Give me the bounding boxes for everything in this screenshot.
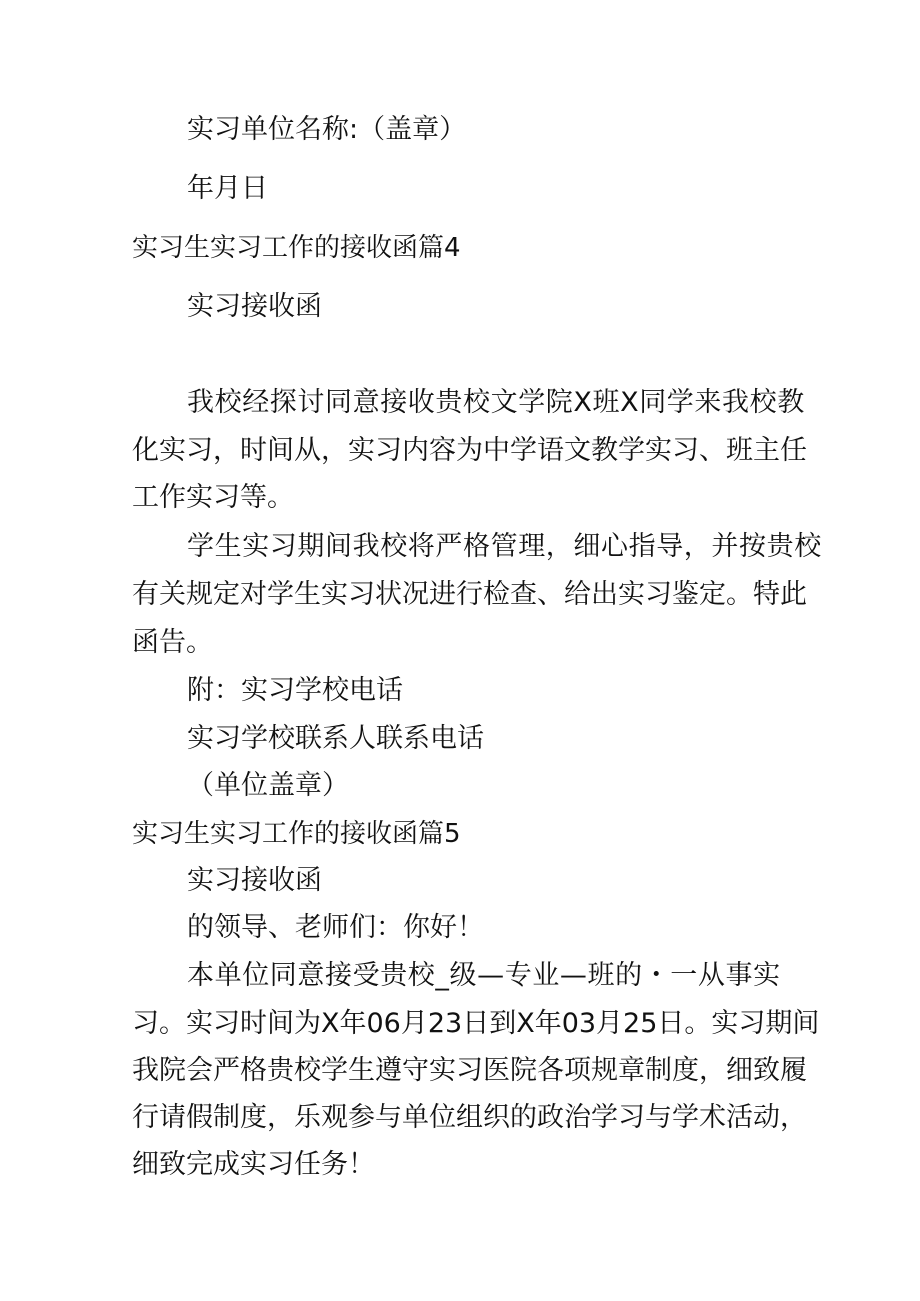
section-heading-5: 实习生实习工作的接收函篇5 — [132, 819, 461, 849]
section-heading-4: 实习生实习工作的接收函篇4 — [132, 233, 461, 263]
unit-seal-line: （单位盖章） — [187, 770, 349, 801]
letter-title-5: 实习接收函 — [187, 865, 322, 896]
paragraph-line: 我校经探讨同意接收贵校文学院X班X同学来我校教 — [187, 387, 805, 418]
paragraph-line: 学生实习期间我校将严格管理，细心指导，并按贵校 — [187, 531, 822, 562]
attachment-phone-line: 附：实习学校电话 — [187, 675, 403, 706]
contact-person-line: 实习学校联系人联系电话 — [187, 723, 484, 754]
paragraph-line: 行请假制度，乐观参与单位组织的政治学习与学术活动， — [132, 1102, 807, 1133]
salutation-line: 的领导、老师们：你好！ — [187, 912, 484, 943]
letter-title-4: 实习接收函 — [187, 291, 322, 322]
paragraph-line: 工作实习等。 — [132, 482, 294, 513]
paragraph-line: 函告。 — [132, 627, 213, 658]
paragraph-line: 我院会严格贵校学生遵守实习医院各项规章制度，细致履 — [132, 1055, 807, 1086]
date-line: 年月日 — [187, 173, 268, 204]
paragraph-line: 本单位同意接受贵校_级—专业—班的・一从事实 — [187, 960, 781, 991]
paragraph-line: 化实习，时间从，实习内容为中学语文教学实习、班主任 — [132, 435, 807, 466]
paragraph-line: 有关规定对学生实习状况进行检查、给出实习鉴定。特此 — [132, 579, 807, 610]
paragraph-line: 习。实习时间为X年06月23日到X年03月25日。实习期间 — [132, 1008, 820, 1039]
paragraph-line: 细致完成实习任务！ — [132, 1149, 375, 1180]
unit-name-line: 实习单位名称:（盖章） — [187, 114, 467, 145]
